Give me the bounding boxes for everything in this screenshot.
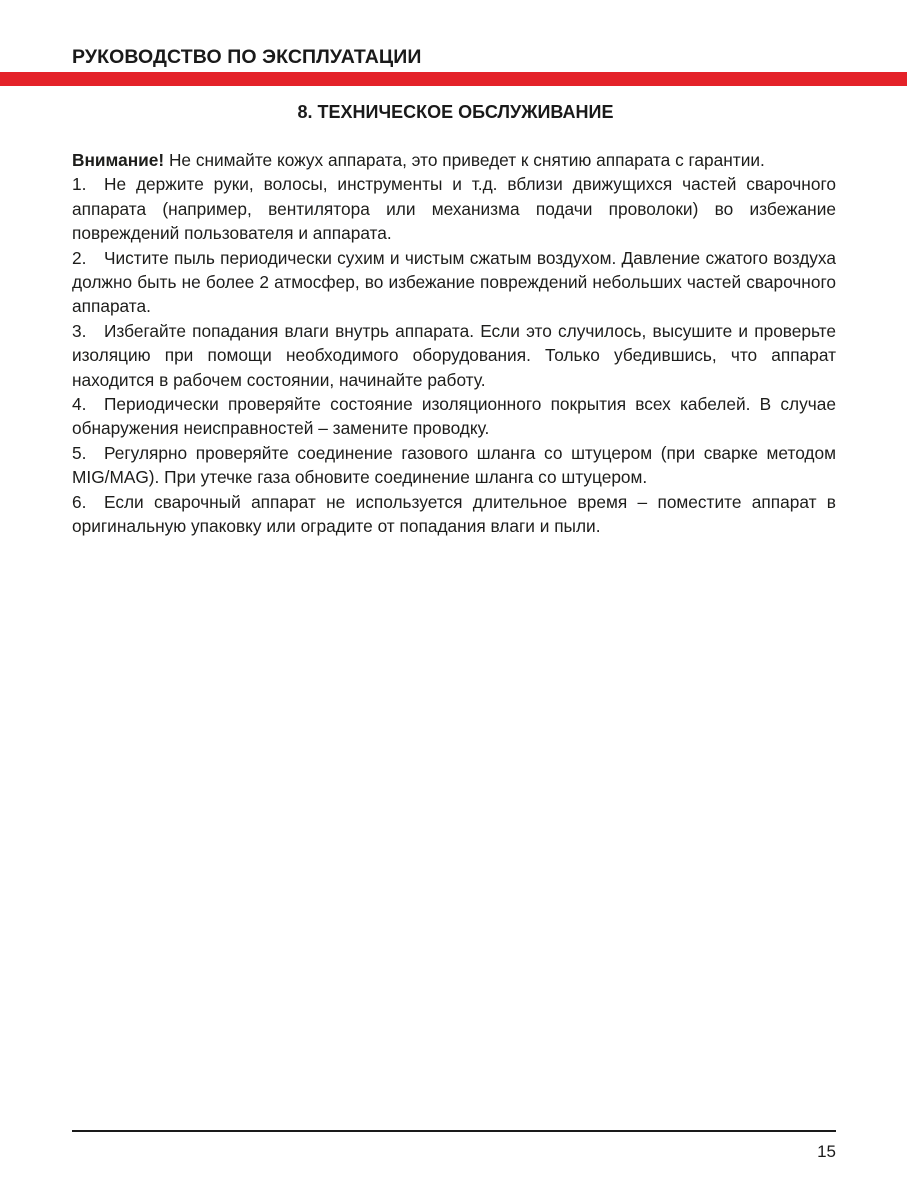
list-item-4 bbox=[72, 392, 836, 441]
section-heading: 8. ТЕХНИЧЕСКОЕ ОБСЛУЖИВАНИЕ bbox=[297, 102, 614, 122]
list-item-5 bbox=[72, 441, 836, 490]
list-item-text: Избегайте попадания влаги внутрь аппарата. Если это случилось, высушите и проверьте изоляцию при помощи необходимого оборудования. Только убедившись, что аппарат находится в рабочем состоянии, начинайте работу. bbox=[72, 320, 836, 390]
list-item-text: Не держите руки, волосы, инструменты и т.д. вблизи движущихся частей сварочного аппарата (например, вентилятора или механизма подачи проволоки) во избежание повреждений пользователя и аппарата. bbox=[72, 174, 836, 244]
warning-label: Внимание! bbox=[72, 150, 165, 170]
footer-rule bbox=[72, 1130, 836, 1132]
list-item-6 bbox=[72, 490, 836, 539]
warning-text: Не снимайте кожух аппарата, это приведет к снятию аппарата с гарантии. bbox=[164, 150, 765, 170]
list-item-number: 1. bbox=[72, 174, 87, 195]
list-item-number: 4. bbox=[72, 394, 87, 415]
list-item-number: 6. bbox=[72, 491, 87, 512]
list-item-text: Чистите пыль периодически сухим и чистым сжатым воздухом. Давление сжатого воздуха должно быть не более 2 атмосфер, во избежание повреждений небольших частей сварочного аппарата. bbox=[72, 247, 836, 317]
list-item-2 bbox=[72, 246, 836, 319]
list-item-1 bbox=[72, 172, 836, 245]
list-item-number: 2. bbox=[72, 247, 87, 268]
maintenance-content bbox=[72, 148, 836, 539]
list-item-number: 3. bbox=[72, 320, 87, 341]
list-item-text: Если сварочный аппарат не используется длительное время – поместите аппарат в оригинальную упаковку или оградите от попадания влаги и пыли. bbox=[72, 491, 836, 537]
document-header-title: РУКОВОДСТВО ПО ЭКСПЛУАТАЦИИ bbox=[72, 46, 422, 68]
list-item-text: Периодически проверяйте состояние изоляционного покрытия всех кабелей. В случае обнаружения неисправностей – замените проводку. bbox=[72, 394, 836, 439]
header-accent-bar bbox=[0, 72, 907, 86]
list-item-number: 5. bbox=[72, 442, 87, 463]
list-item-text: Регулярно проверяйте соединение газового шланга со штуцером (при сварке методом MIG/MAG). При утечке газа обновите соединение шланга со штуцером. bbox=[72, 442, 836, 488]
page-number: 15 bbox=[817, 1142, 836, 1161]
warning-paragraph bbox=[72, 148, 836, 172]
list-item-3 bbox=[72, 319, 836, 392]
